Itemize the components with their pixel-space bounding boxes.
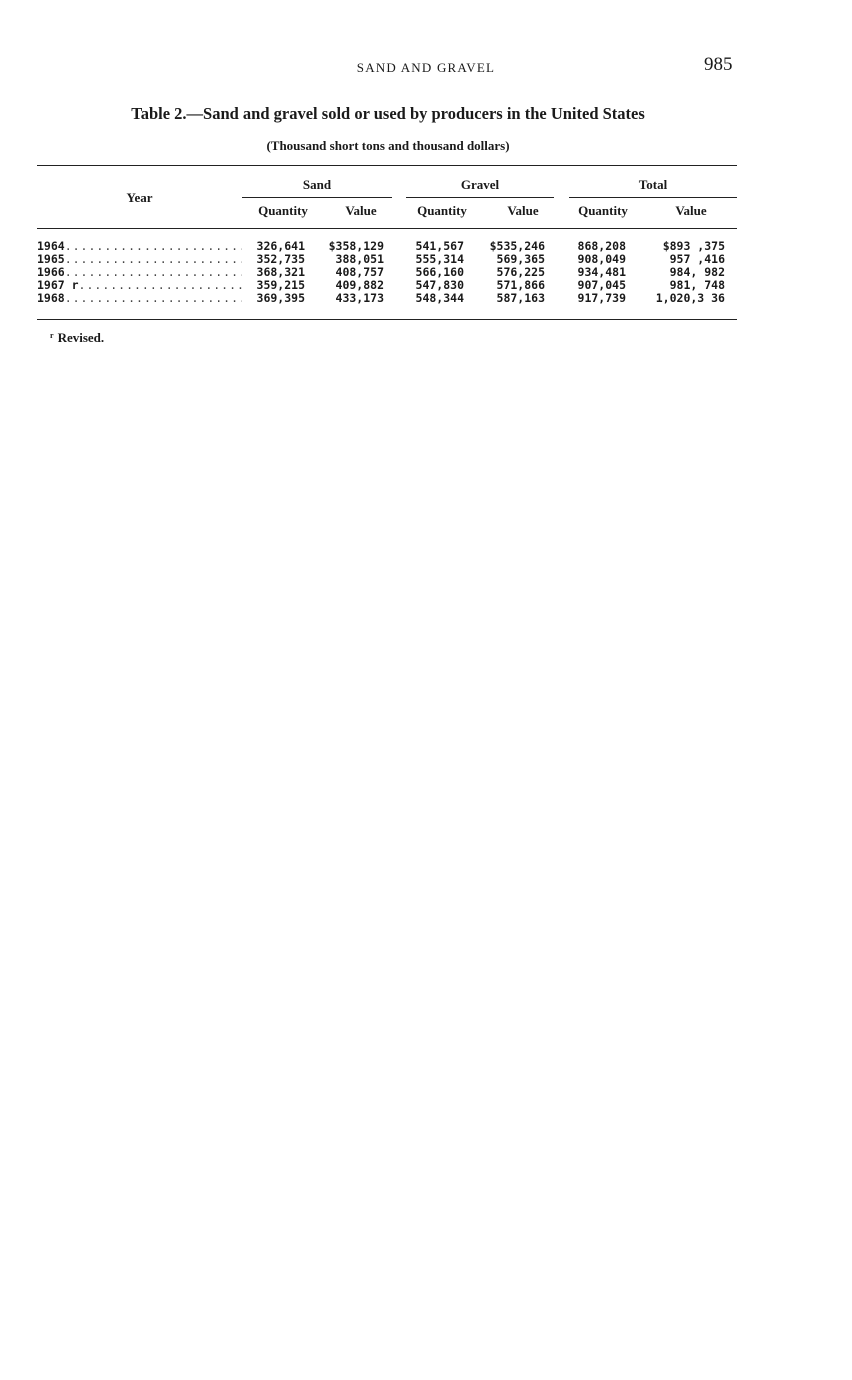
subheader-sand-quantity: Quantity <box>258 203 308 218</box>
table-row <box>37 292 737 305</box>
cell-gravel-value: 576,225 <box>496 265 545 279</box>
cell-sand-quantity: 359,215 <box>256 278 305 292</box>
cell-total-value: 981, 748 <box>669 278 725 292</box>
cell-sand-quantity: 326,641 <box>256 239 305 253</box>
footnote <box>50 330 104 346</box>
cell-gravel-value: $535,246 <box>489 239 545 253</box>
table-row <box>37 240 737 253</box>
cell-gravel-quantity: 566,160 <box>415 265 464 279</box>
subheader-sand-value: Value <box>345 203 377 218</box>
year-header: Year <box>126 190 153 205</box>
cell-total-quantity: 908,049 <box>577 252 626 266</box>
cell-total-quantity: 907,045 <box>577 278 626 292</box>
footnote-marker: r <box>50 331 54 340</box>
subheader-gravel-value: Value <box>507 203 539 218</box>
gravel-group-rule <box>406 197 554 198</box>
cell-total-value: $893 ,375 <box>662 239 725 253</box>
cell-sand-quantity: 368,321 <box>256 265 305 279</box>
cell-total-quantity: 934,481 <box>577 265 626 279</box>
table-row <box>37 253 737 266</box>
cell-sand-value: $358,129 <box>328 239 384 253</box>
cell-sand-quantity: 352,735 <box>256 252 305 266</box>
running-head: SAND AND GRAVEL <box>356 60 496 75</box>
total-group-rule <box>569 197 737 198</box>
group-header-sand: Sand <box>302 177 332 192</box>
cell-sand-value: 409,882 <box>335 278 384 292</box>
cell-total-value: 957 ,416 <box>669 252 725 266</box>
cell-sand-value: 433,173 <box>335 291 384 305</box>
subheader-total-value: Value <box>675 203 707 218</box>
cell-sand-quantity: 369,395 <box>256 291 305 305</box>
group-header-total: Total <box>638 177 668 192</box>
cell-gravel-quantity: 541,567 <box>415 239 464 253</box>
cell-gravel-quantity: 548,344 <box>415 291 464 305</box>
table-row <box>37 266 737 279</box>
cell-gravel-quantity: 547,830 <box>415 278 464 292</box>
row-year: 1964 ..... <box>37 240 242 253</box>
cell-gravel-value: 571,866 <box>496 278 545 292</box>
page-number: 985 <box>704 54 733 75</box>
cell-total-value: 984, 982 <box>669 265 725 279</box>
group-header-gravel: Gravel <box>460 177 500 192</box>
row-year: 1967 r ..... <box>37 279 242 292</box>
cell-total-quantity: 917,739 <box>577 291 626 305</box>
table-row <box>37 279 737 292</box>
cell-gravel-value: 587,163 <box>496 291 545 305</box>
footnote-text: Revised. <box>57 330 105 345</box>
top-rule <box>37 165 737 166</box>
table-title: Table 2.—Sand and gravel sold or used by producers in the United States <box>131 104 645 123</box>
row-year: 1965 ..... <box>37 253 242 266</box>
cell-sand-value: 408,757 <box>335 265 384 279</box>
bottom-rule <box>37 319 737 320</box>
cell-sand-value: 388,051 <box>335 252 384 266</box>
subheader-total-quantity: Quantity <box>578 203 628 218</box>
table-body <box>37 240 737 305</box>
cell-total-quantity: 868,208 <box>577 239 626 253</box>
cell-total-value: 1,020,3 36 <box>655 291 725 305</box>
subheader-gravel-quantity: Quantity <box>417 203 467 218</box>
header-rule <box>37 228 737 229</box>
cell-gravel-quantity: 555,314 <box>415 252 464 266</box>
table-subtitle: (Thousand short tons and thousand dollars) <box>266 138 510 153</box>
row-year: 1968 ..... <box>37 292 242 305</box>
cell-gravel-value: 569,365 <box>496 252 545 266</box>
sand-group-rule <box>242 197 392 198</box>
row-year: 1966 ..... <box>37 266 242 279</box>
